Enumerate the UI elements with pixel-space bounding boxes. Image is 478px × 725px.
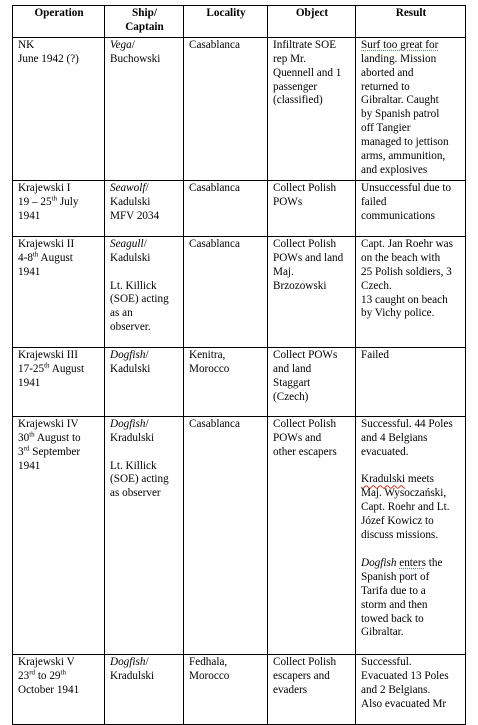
ship-captain-cell: Vega/ Buchowski <box>105 37 184 180</box>
operation-cell: Krajewski IV 30th August to 3rd September 1941 <box>13 416 105 654</box>
header-operation: Operation <box>13 6 105 38</box>
header-locality: Locality <box>184 6 268 38</box>
object-cell: Collect Polish escapers and evaders <box>268 654 356 724</box>
table-row <box>13 416 466 654</box>
result-cell: Successful. Evacuated 13 Poles and 2 Belgians. Also evacuated Mr <box>356 654 466 724</box>
table-row <box>13 37 466 180</box>
operation-cell: Krajewski II 4-8th August 1941 <box>13 236 105 347</box>
operations-table <box>12 5 466 725</box>
header-result: Result <box>356 6 466 38</box>
object-cell: Collect Polish POWs <box>268 180 356 236</box>
locality-cell: Casablanca <box>184 180 268 236</box>
object-cell: Collect POWs and land Staggart (Czech) <box>268 347 356 416</box>
ship-captain-cell: Dogfish/ Kadulski <box>105 347 184 416</box>
result-cell: Unsuccessful due to failed communications <box>356 180 466 236</box>
ship-captain-cell: Seagull/ Kadulski Lt. Killick (SOE) acting as an observer. <box>105 236 184 347</box>
header-ship-captain: Ship/ Captain <box>105 6 184 38</box>
object-cell: Infiltrate SOE rep Mr. Quennell and 1 passenger (classified) <box>268 37 356 180</box>
result-cell: Capt. Jan Roehr was on the beach with 25 Polish soldiers, 3 Czech. 13 caught on beach by Vichy police. <box>356 236 466 347</box>
table-row <box>13 347 466 416</box>
locality-cell: Casablanca <box>184 236 268 347</box>
table-row <box>13 180 466 236</box>
operations-table-page <box>12 5 465 725</box>
ship-captain-cell: Dogfish/ Kradulski Lt. Killick (SOE) acting as observer <box>105 416 184 654</box>
operation-cell: Krajewski III 17-25th August 1941 <box>13 347 105 416</box>
table-row <box>13 654 466 724</box>
result-cell: Successful. 44 Poles and 4 Belgians evacuated. Kradulski meets Maj. Wysoczański, Capt. Roehr and Lt. Józef Kowicz to discuss missions. Dogfish enters the Spanish port of Tarifa due to a storm and then towed back to Gibraltar. <box>356 416 466 654</box>
object-cell: Collect Polish POWs and other escapers <box>268 416 356 654</box>
result-cell: Surf too great for landing. Mission aborted and returned to Gibraltar. Caught by Spanish patrol off Tangier managed to jettison arms, ammunition, and explosives <box>356 37 466 180</box>
header-row <box>13 6 466 38</box>
locality-cell: Casablanca <box>184 416 268 654</box>
locality-cell: Fedhala, Morocco <box>184 654 268 724</box>
object-cell: Collect Polish POWs and land Maj. Brzozowski <box>268 236 356 347</box>
ship-captain-cell: Dogfish/ Kradulski <box>105 654 184 724</box>
operation-cell: Krajewski I 19 – 25th July 1941 <box>13 180 105 236</box>
result-cell: Failed <box>356 347 466 416</box>
operation-cell: Krajewski V 23rd to 29th October 1941 <box>13 654 105 724</box>
table-row <box>13 236 466 347</box>
operation-cell: NK June 1942 (?) <box>13 37 105 180</box>
locality-cell: Kenitra, Morocco <box>184 347 268 416</box>
header-object: Object <box>268 6 356 38</box>
locality-cell: Casablanca <box>184 37 268 180</box>
ship-captain-cell: Seawolf/ Kadulski MFV 2034 <box>105 180 184 236</box>
